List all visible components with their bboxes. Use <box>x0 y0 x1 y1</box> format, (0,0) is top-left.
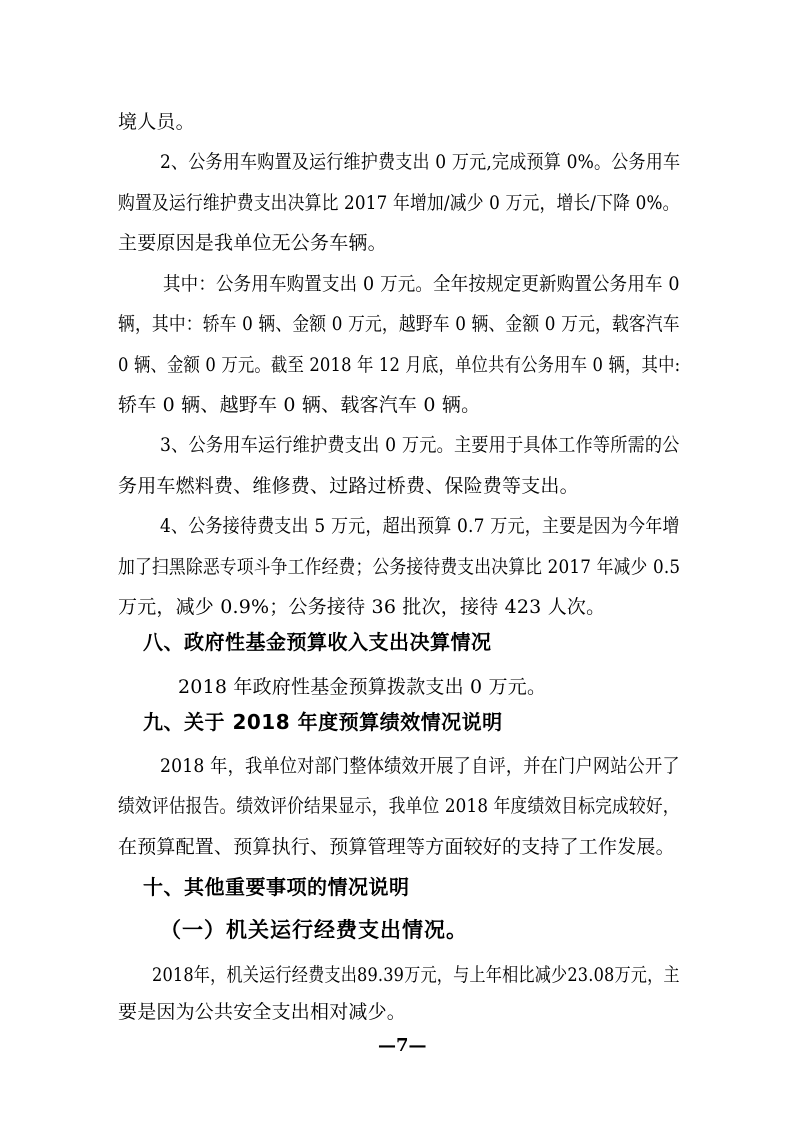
paragraph-line: 2018 年政府性基金预算拨款支出 0 万元。 <box>178 676 547 698</box>
paragraph-line: 其中：公务用车购置支出 0 万元。全年按规定更新购置公务用车 0 <box>163 273 680 295</box>
subsection-heading: （一）机关运行经费支出情况。 <box>160 918 468 942</box>
paragraph-line: 轿车 0 辆、越野车 0 辆、载客汽车 0 辆。 <box>118 394 481 416</box>
paragraph-line: 3、公务用车运行维护费支出 0 万元。主要用于具体工作等所需的公 <box>160 434 680 456</box>
paragraph-line: 主要原因是我单位无公务车辆。 <box>118 232 387 254</box>
page-number: —7— <box>378 1035 427 1056</box>
paragraph-line: 要是因为公共安全支出相对减少。 <box>118 1001 407 1023</box>
paragraph-line: 辆，其中：轿车 0 辆、金额 0 万元，越野车 0 辆、金额 0 万元，载客汽车 <box>118 313 680 335</box>
paragraph-line: 2018年，机关运行经费支出89.39万元，与上年相比减少23.08万元，主 <box>152 964 680 986</box>
paragraph-line: 境人员。 <box>118 111 195 133</box>
paragraph-line: 2018 年，我单位对部门整体绩效开展了自评，并在门户网站公开了 <box>160 755 680 777</box>
section-heading-10: 十、其他重要事项的情况说明 <box>143 875 410 899</box>
paragraph-line: 2、公务用车购置及运行维护费支出 0 万元,完成预算 0%。公务用车 <box>160 151 681 173</box>
paragraph-line: 0 辆、金额 0 万元。截至 2018 年 12 月底，单位共有公务用车 0 辆，其中: <box>118 354 681 376</box>
paragraph-line: 在预算配置、预算执行、预算管理等方面较好的支持了工作发展。 <box>118 836 675 858</box>
paragraph-line: 购置及运行维护费支出决算比 2017 年增加/减少 0 万元，增长/下降 0%。 <box>118 192 680 214</box>
section-heading-9: 九、关于 2018 年度预算绩效情况说明 <box>143 710 503 734</box>
paragraph-line: 万元，减少 0.9%；公务接待 36 批次，接待 423 人次。 <box>118 596 606 618</box>
paragraph-line: 4、公务接待费支出 5 万元，超出预算 0.7 万元，主要是因为今年增 <box>160 515 680 537</box>
paragraph-line: 务用车燃料费、维修费、过路过桥费、保险费等支出。 <box>118 475 579 497</box>
paragraph-line: 绩效评估报告。绩效评价结果显示，我单位 2018 年度绩效目标完成较好， <box>118 795 680 817</box>
paragraph-line: 加了扫黑除恶专项斗争工作经费；公务接待费支出决算比 2017 年减少 0.5 <box>118 556 681 578</box>
section-heading-8: 八、政府性基金预算收入支出决算情况 <box>143 630 492 654</box>
